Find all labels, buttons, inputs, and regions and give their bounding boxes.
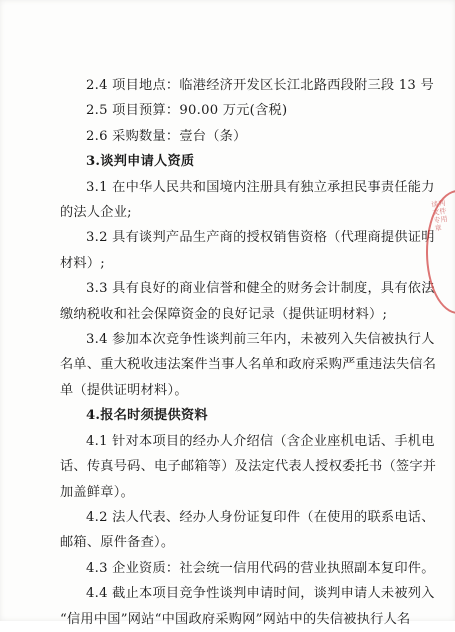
red-seal-text	[430, 199, 449, 300]
purchase-quantity-line: 2.6 采购数量：壹台（条）	[86, 128, 247, 144]
section-4-1-line-2: 话、传真号码、电子邮箱等）及法定代表人授权委托书（签字并	[60, 459, 437, 475]
seal-text-content: 谈判文件专用章	[430, 199, 449, 233]
section-3-3-line-2: 缴纳税收和社会保障资金的良好记录（提供证明材料）;	[60, 306, 388, 322]
section-4-4-line-2: “信用中国”网站“中国政府采购网”网站中的失信被执行人名	[60, 611, 411, 627]
section-4-3-line-1: 4.3 企业资质：社会统一信用代码的营业执照副本复印件。	[86, 560, 435, 576]
project-location-line: 2.4 项目地点：临港经济开发区长江北路西段附三段 13 号	[86, 78, 434, 93]
section-3-1-line-1: 3.1 在中华人民共和国境内注册具有独立承担民事责任能力	[86, 179, 435, 195]
section-4-2-line-2: 邮箱、原件备查）。	[60, 535, 175, 551]
section-3-1-line-2: 的法人企业;	[60, 205, 132, 221]
section-3-heading: 3.谈判申请人资质	[86, 154, 195, 170]
section-3-4-line-3: 单（提供证明材料）。	[60, 382, 188, 398]
document-body	[60, 73, 437, 632]
project-budget-line: 2.5 项目预算：90.00 万元(含税)	[86, 103, 288, 119]
section-3-4-line-1: 3.4 参加本次竞争性谈判前三年内，未被列入失信被执行人	[86, 332, 435, 348]
section-3-2-line-1: 3.2 具有谈判产品生产商的授权销售资格（代理商提供证明	[86, 230, 435, 246]
section-4-1-line-3: 加盖鲜章）。	[60, 484, 135, 500]
section-4-1-line-1: 4.1 针对本项目的经办人介绍信（含企业座机电话、手机电	[86, 433, 435, 449]
section-3-2-line-2: 材料）;	[60, 255, 106, 271]
section-3-3-line-1: 3.3 具有良好的商业信誉和健全的财务会计制度，具有依法	[86, 281, 435, 297]
section-3-4-line-2: 名单、重大税收违法案件当事人名单和政府采购严重违法失信名	[60, 357, 437, 373]
section-4-heading: 4.报名时须提供资料	[86, 408, 208, 424]
section-4-4-line-1: 4.4 截止本项目竞争性谈判申请时间，谈判申请人未被列入	[86, 586, 435, 602]
section-4-2-line-1: 4.2 法人代表、经办人身份证复印件（在使用的联系电话、	[86, 509, 435, 525]
